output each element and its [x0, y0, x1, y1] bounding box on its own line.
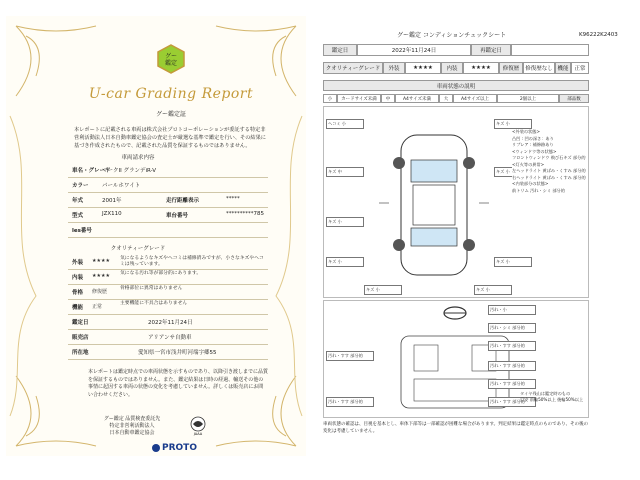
exterior-value: ★★★★	[405, 62, 441, 74]
vehicle-row-extra-key: 走行距離表示	[166, 198, 200, 204]
quality-row-key: 外装	[72, 260, 84, 266]
date-key: 鑑定日	[72, 320, 89, 326]
dealer-key: 販売店	[72, 335, 89, 341]
steering-wheel-icon	[442, 305, 468, 321]
quality-row-text: 主要機能に不具合はありません	[120, 301, 188, 306]
vehicle-row-key: 型式	[72, 213, 84, 219]
interior-note: 汚れ・すす 部分的	[488, 361, 536, 371]
parts-label: 部品数	[559, 94, 589, 103]
exterior-diagram	[323, 106, 589, 298]
quality-row-key: 内装	[72, 275, 84, 281]
vehicle-row	[68, 177, 268, 193]
interior-note: 汚れ・すす 部分的	[488, 341, 536, 351]
vehicle-row-value: パールホワイト	[102, 183, 141, 189]
interior-note: 汚れ・シミ 部分的	[488, 323, 536, 333]
exterior-note: キズ 小	[494, 119, 532, 129]
recheck-label: 再鑑定日	[471, 44, 511, 56]
interior-note: 汚れ・すす 部分的	[488, 379, 536, 389]
org-text: グー鑑定 品質検査委託先 特定非営利活動法人 日本自動車鑑定協会	[103, 416, 161, 436]
quality-row-stars: 修復歴	[92, 289, 108, 295]
dealer-row	[68, 329, 268, 345]
certificate-footer: 本レポートは鑑定時点での車両状態を示すものであり、以降引き渡しまでに品質を保証するものではありません。また、鑑定結果は日時の経過、輸送その他の事情に起因する車両の状態の変化を考慮していません。詳しくは販売店にお問い合わせください。	[88, 369, 269, 398]
date-row	[68, 314, 268, 330]
vehicle-row-key: 年式	[72, 198, 84, 204]
exterior-note: キズ 小	[364, 285, 402, 295]
quality-row-text: 骨格部位に異常はありません	[120, 286, 183, 291]
exterior-note: キズ 小	[474, 285, 512, 295]
interior-note: 汚れ・小	[488, 305, 536, 315]
proto-logo	[152, 443, 197, 453]
badge-text-2: 鑑定	[164, 60, 178, 67]
vehicle-row-value: JZX110	[102, 211, 122, 217]
size-cell: カードサイズ未満	[337, 94, 381, 103]
size-cell: 小	[323, 94, 337, 103]
vehicle-row-value: マークII グランデiR-V	[102, 168, 157, 174]
interior-note: 汚れ・すす 部分的	[326, 397, 374, 407]
grading-certificate	[6, 16, 306, 456]
intro-text: 本レポートに記載される車両は株式会社プロトコーポレーションが委託する特定非営利活動法人日本自動車鑑定協会の査定士が厳選な基準で鑑定を行い、その結果に基づき作成されたもので、記載された品質を保証するものではありません。	[74, 127, 266, 149]
quality-row	[68, 254, 268, 270]
function-label: 機能	[555, 62, 571, 74]
quality-row-stars: ★★★★	[92, 273, 110, 279]
condition-check-sheet	[323, 28, 618, 460]
proto-icon	[152, 444, 160, 452]
size-cell: A4サイズ未満	[395, 94, 439, 103]
function-value: 正常	[571, 62, 589, 74]
vehicle-row-key: カラー	[72, 183, 89, 189]
quality-row	[68, 284, 268, 300]
size-cell: 中	[381, 94, 395, 103]
vehicle-row	[68, 207, 268, 223]
quality-row-stars: ★★★★	[92, 258, 110, 264]
interior-value: ★★★★	[463, 62, 499, 74]
quality-row-key: 機能	[72, 305, 84, 311]
vehicle-row-extra-key: 車台番号	[166, 213, 189, 219]
proto-label: PROTO	[162, 443, 197, 453]
interior-label: 内装	[441, 62, 463, 74]
jaai-label: JAAA	[193, 432, 203, 436]
address-row	[68, 344, 268, 360]
legend-text: <外装の状態> 凸凹 : 凹の深さ：あり リプレア : 補修跡あり <ウィンドウ等の状態> フロントウィンドウ 飛び石キズ 部分的 <灯火等の異常> 左ヘッドライト 黄ばみ・くすみ 部分的 右ヘッドライト 黄ばみ・くすみ 部分的 <内装部分の状態> 前トリム 汚れ・シミ 部分的	[512, 129, 586, 201]
vehicle-section-title: 車両請求内容	[121, 155, 155, 161]
car-topview-icon	[379, 125, 489, 285]
sheet-id: K96222K2403	[579, 32, 618, 38]
vehicle-row	[68, 192, 268, 208]
quality-row-text: 気になる汚れ等が部分的にあります。	[120, 271, 202, 276]
interior-diagram	[323, 300, 589, 418]
size-cell: A4サイズ以上	[453, 94, 497, 103]
vehicle-row-value: 2001年	[102, 198, 122, 204]
date-value: 2022年11月24日	[357, 44, 471, 56]
exterior-note: キズ 小	[494, 167, 532, 177]
quality-row-key: 骨格	[72, 290, 84, 296]
report-title: U-car Grading Report	[88, 86, 254, 102]
quality-row	[68, 269, 268, 285]
exterior-note: キズ 中	[326, 167, 364, 177]
parts-value: 2個以上	[497, 94, 559, 103]
quality-label: クオリティーグレード	[323, 62, 383, 74]
goo-kantei-logo	[156, 44, 186, 74]
report-subtitle: グー鑑定証	[155, 111, 186, 118]
quality-row-text: 気になるようなキズやヘコミは補修済みですが、小さなキズやヘコミは残っています。	[120, 256, 264, 267]
vehicle-row-extra-value: **********785	[226, 211, 264, 217]
recheck-value	[511, 44, 589, 56]
vehicle-row-key: 車名・グレード	[72, 168, 111, 174]
vehicle-row-key: les番号	[72, 228, 92, 234]
quality-section-title: クオリティーグレード	[110, 246, 166, 252]
tire-note: タイヤ残山は鑑定時のもの 目安 前輪50%以上 後輪50%以上	[520, 391, 584, 402]
address-value: 愛知県一宮市浅井町河端字郷55	[138, 350, 217, 356]
exterior-note: ヘコミ 小	[326, 119, 364, 129]
exterior-note: キズ 小	[326, 217, 364, 227]
quality-row-stars: 正常	[92, 304, 103, 310]
vehicle-row-extra-value: *****	[226, 196, 240, 202]
interior-note: 汚れ・すす 部分的	[326, 351, 374, 361]
condition-title: 車両状態の説明	[323, 80, 589, 91]
dealer-value: アリアンサ自動車	[148, 335, 192, 341]
exterior-note: キズ 小	[494, 257, 532, 267]
size-cell: 大	[439, 94, 453, 103]
badge-text-1: グー	[164, 53, 178, 60]
quality-row	[68, 299, 268, 315]
sheet-footer-note: 車両状態の確認は、目視を基本とし、車体下部等は一部確認が困難な場合があります。判定結果は鑑定時点のものであり、その後の変化は考慮していません。	[323, 422, 589, 434]
vehicle-row	[68, 162, 268, 178]
date-label: 鑑定日	[323, 44, 357, 56]
interior-note: 汚れ・すす 部分的	[488, 397, 536, 407]
exterior-note: キズ 小	[326, 257, 364, 267]
address-key: 所在地	[72, 350, 89, 356]
vehicle-row	[68, 222, 268, 238]
sheet-title: グー鑑定 コンディションチェックシート	[397, 32, 507, 39]
repair-value: 修復歴なし	[523, 62, 555, 74]
exterior-label: 外装	[383, 62, 405, 74]
date-value: 2022年11月24日	[148, 320, 193, 326]
repair-label: 修復歴	[499, 62, 523, 74]
jaai-logo-icon	[188, 416, 208, 436]
